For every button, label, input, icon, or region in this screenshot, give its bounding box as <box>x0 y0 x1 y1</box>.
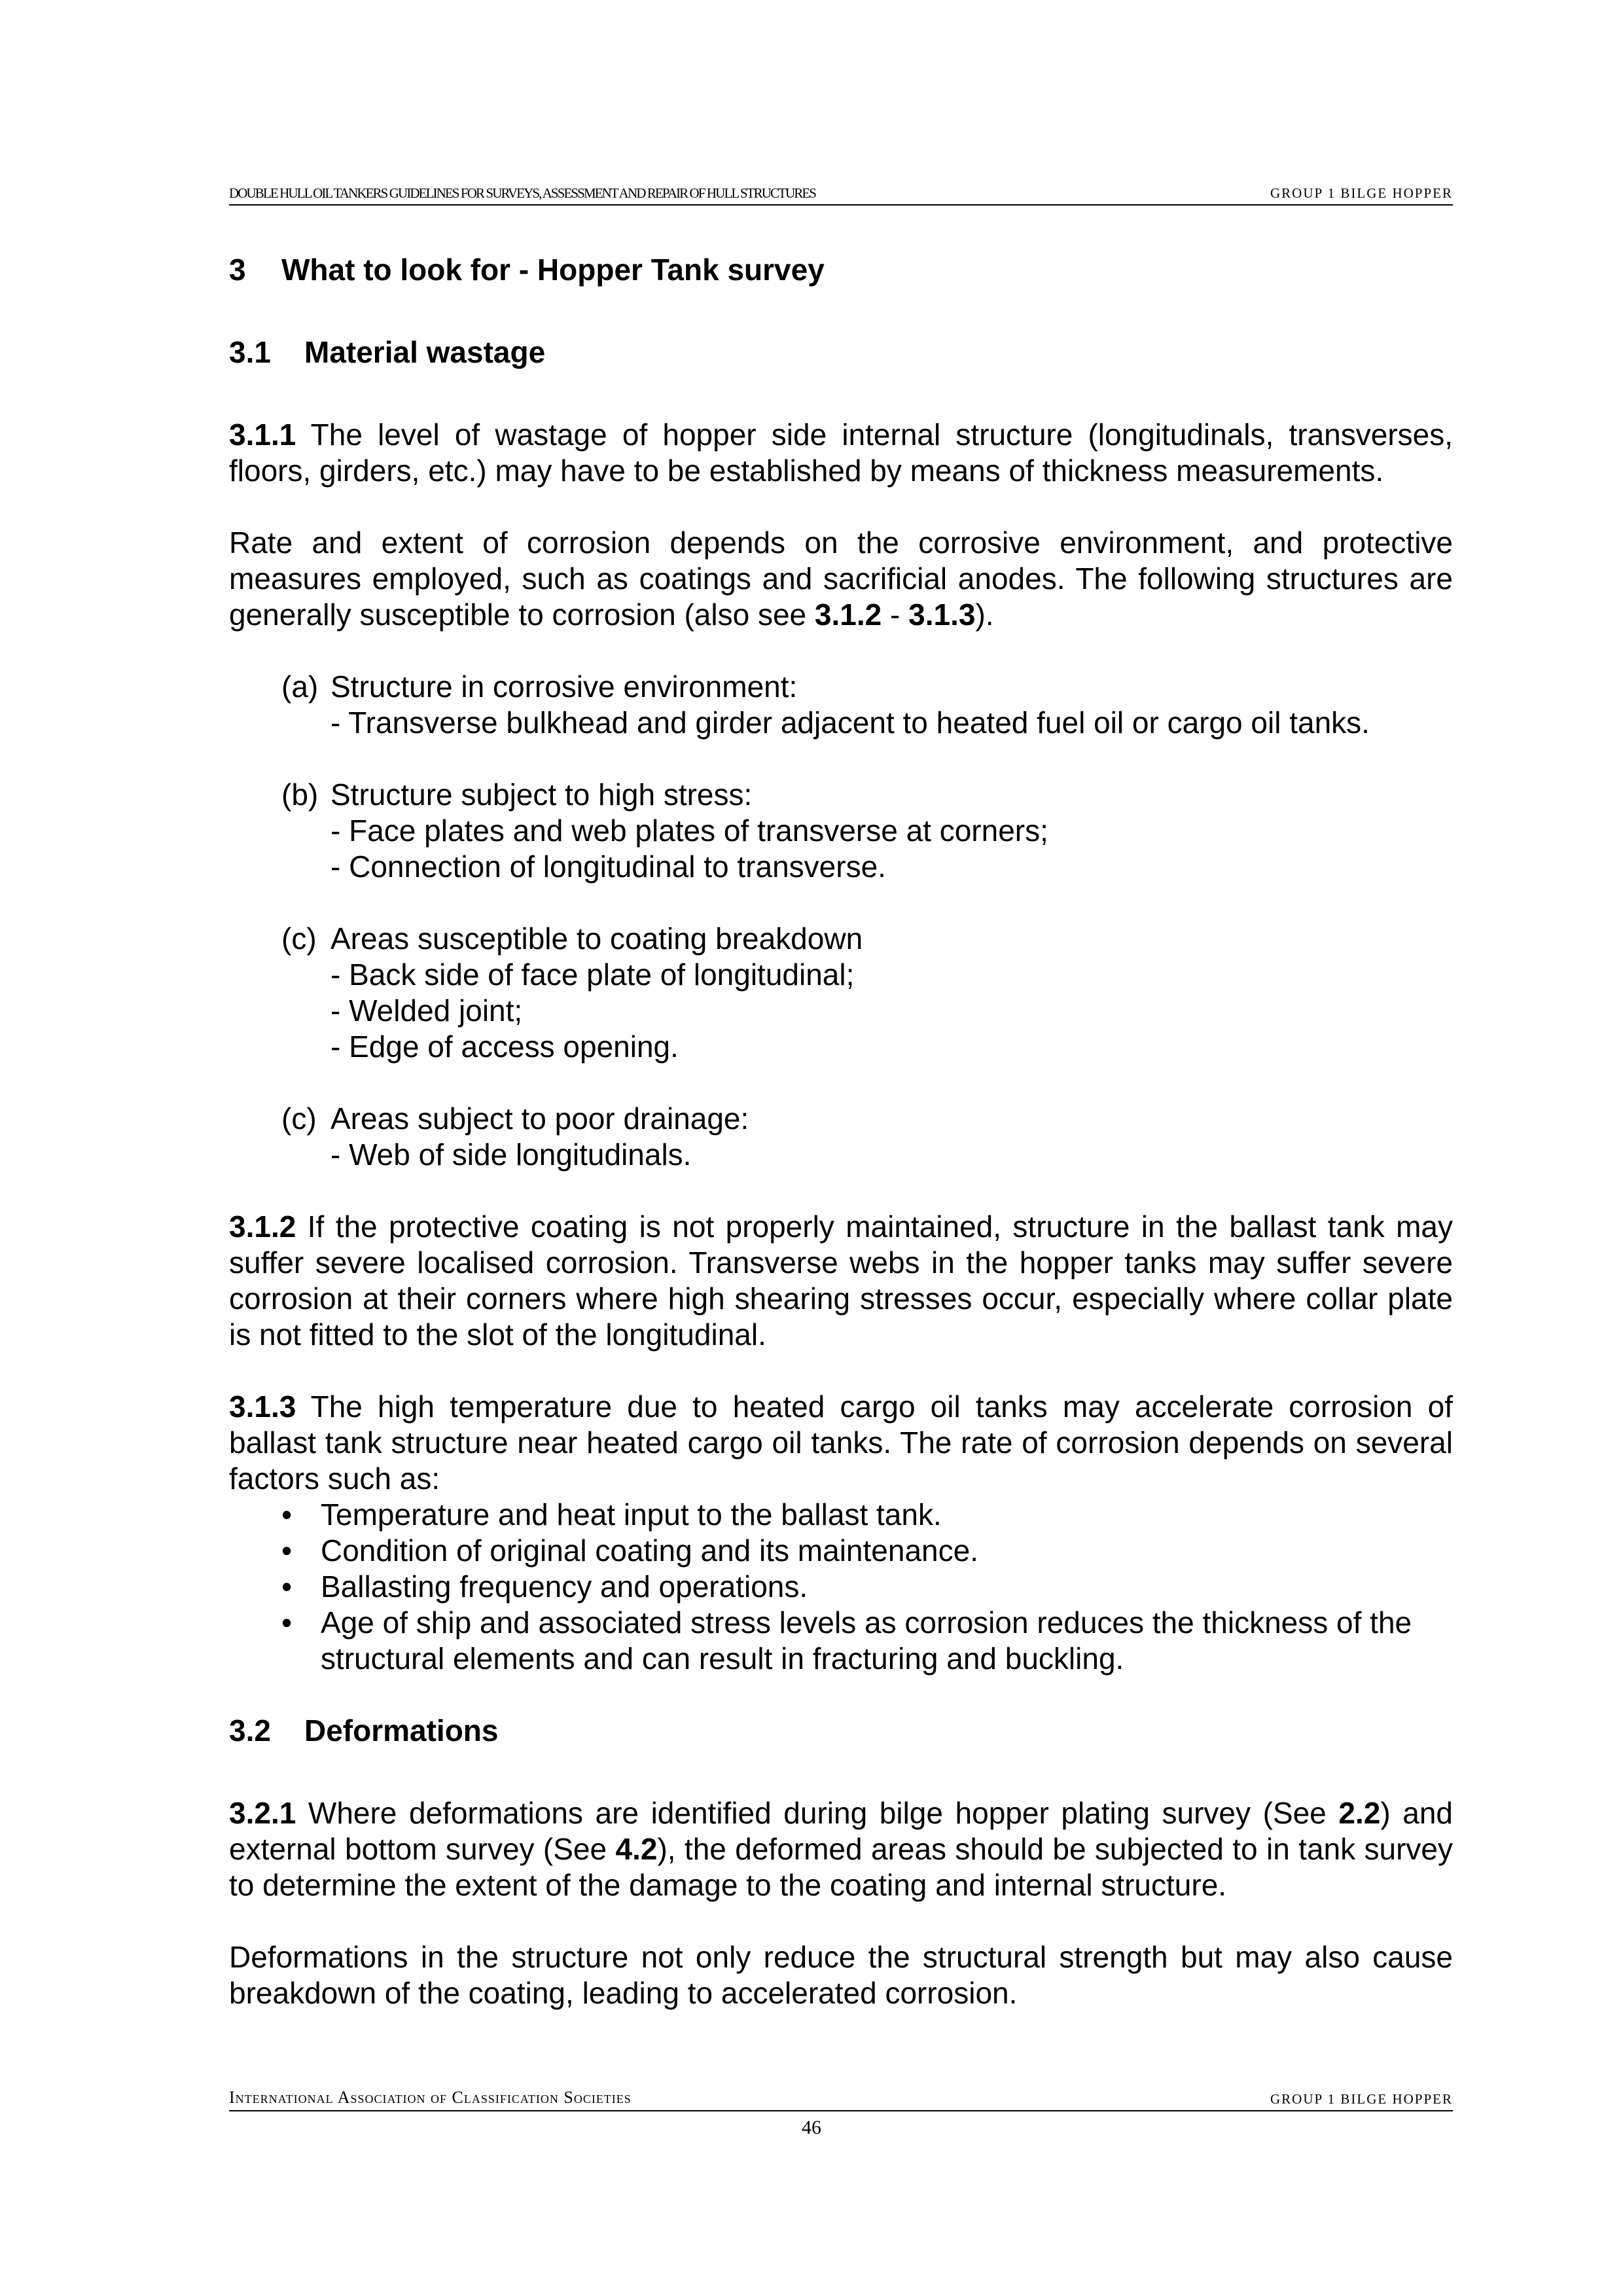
list-heading <box>281 669 1453 705</box>
list-item: - Welded joint; <box>330 994 523 1028</box>
paragraph-text: If the protective coating is not properly maintained, structure in the ballast tank may suffer severe localised corrosion. Transverse webs in the hopper tanks may suffer severe corrosion at their corners where high shearing stresses occur, especially where collar plate is not fitted to the slot of the longitudinal. <box>229 1210 1453 1352</box>
subsection-heading-3-1 <box>229 334 1453 370</box>
cross-reference: 3.1.2 <box>814 598 882 632</box>
list-heading <box>281 777 1453 813</box>
list-label: (b) <box>281 778 319 812</box>
paragraph-text: Where deformations are identified during bilge hopper plating survey (See <box>296 1796 1339 1830</box>
list-item: - Back side of face plate of longitudinal; <box>330 958 855 992</box>
list-item: - Web of side longitudinals. <box>330 1138 692 1172</box>
subsection-title: Material wastage <box>304 335 546 369</box>
paragraph-number: 3.1.3 <box>229 1390 296 1424</box>
list-label: (c) <box>281 1102 317 1136</box>
paragraph-number: 3.1.2 <box>229 1210 296 1244</box>
list-heading-text: Structure in corrosive environment: <box>330 670 798 704</box>
bullet-item <box>229 1497 1453 1533</box>
bullet-text: Temperature and heat input to the ballast tank. <box>321 1498 942 1532</box>
page-header <box>229 187 1453 206</box>
paragraph-text: ), the deformed areas should be subjected to in tank survey to determine the extent of the damage to the coating and internal structure. <box>229 1832 1453 1902</box>
subsection-heading-3-2 <box>229 1713 1453 1749</box>
paragraph-corrosion-rate <box>229 525 1453 633</box>
section-number: 3 <box>229 253 246 287</box>
subsection-number: 3.1 <box>229 335 271 369</box>
paragraph-text: The level of wastage of hopper side internal structure (longitudinals, transverses, floors, girders, etc.) may have to be established by means of thickness measurements. <box>229 418 1453 488</box>
bullet-text: Ballasting frequency and operations. <box>321 1570 808 1604</box>
list-item: - Edge of access opening. <box>330 1030 679 1064</box>
page-footer <box>229 2090 1453 2111</box>
paragraph-number: 3.2.1 <box>229 1796 296 1830</box>
bullet-icon: • <box>281 1570 293 1604</box>
paragraph-3-1-1 <box>229 417 1453 489</box>
bullet-icon: • <box>281 1605 293 1640</box>
list-heading <box>281 921 1453 957</box>
list-item: - Face plates and web plates of transverse at corners; <box>330 814 1048 848</box>
list-label: (a) <box>281 670 319 704</box>
page-body <box>229 252 1453 2047</box>
cross-reference: 2.2 <box>1338 1796 1381 1830</box>
list-heading-text: Areas subject to poor drainage: <box>330 1102 749 1136</box>
subsection-title: Deformations <box>304 1713 499 1748</box>
paragraph-deformations: Deformations in the structure not only reduce the structural strength but may also cause breakdown of the coating, leading to accelerated corrosion. <box>229 1940 1453 2010</box>
section-heading <box>229 252 1453 288</box>
bullet-icon: • <box>281 1498 293 1532</box>
footer-organisation: International Association of Classification Societies <box>229 2088 632 2107</box>
list-corrosive-environment <box>229 669 1453 741</box>
list-heading <box>281 1101 1453 1137</box>
page-number: 46 <box>802 2117 821 2138</box>
paragraph-text: The high temperature due to heated cargo oil tanks may accelerate corrosion of ballast tank structure near heated cargo oil tanks. The rate of corrosion depends on several factors such as: <box>229 1390 1453 1496</box>
list-heading-text: Areas susceptible to coating breakdown <box>330 922 863 956</box>
list-coating-breakdown <box>229 921 1453 1065</box>
bullet-list-corrosion-factors <box>229 1497 1453 1677</box>
bullet-item <box>229 1605 1453 1677</box>
list-label: (c) <box>281 922 317 956</box>
bullet-text: Condition of original coating and its maintenance. <box>321 1534 978 1568</box>
bullet-item <box>229 1569 1453 1605</box>
paragraph-text: - <box>882 598 909 632</box>
bullet-text: Age of ship and associated stress levels as corrosion reduces the thickness of the structural elements and can result in fracturing and buckling. <box>321 1605 1412 1676</box>
paragraph-3-1-2 <box>229 1209 1453 1353</box>
paragraph-3-2-1 <box>229 1795 1453 1903</box>
list-high-stress <box>229 777 1453 885</box>
footer-group-label: GROUP 1 BILGE HOPPER <box>1270 2091 1453 2107</box>
subsection-number: 3.2 <box>229 1713 271 1748</box>
bullet-icon: • <box>281 1534 293 1568</box>
cross-reference: 4.2 <box>615 1832 658 1866</box>
paragraph-3-1-3 <box>229 1389 1453 1497</box>
list-heading-text: Structure subject to high stress: <box>330 778 753 812</box>
list-item: - Transverse bulkhead and girder adjacent to heated fuel oil or cargo oil tanks. <box>330 706 1370 740</box>
paragraph-text: ). <box>975 598 994 632</box>
list-item: - Connection of longitudinal to transverse. <box>330 850 886 884</box>
section-title: What to look for - Hopper Tank survey <box>281 253 825 287</box>
paragraph-number: 3.1.1 <box>229 418 296 452</box>
header-group-label: GROUP 1 BILGE HOPPER <box>1270 185 1453 201</box>
header-document-title: DOUBLE HULL OIL TANKERS GUIDELINES FOR SURVEYS, ASSESSMENT AND REPAIR OF HULL STRUCTURES <box>229 185 816 201</box>
bullet-item <box>229 1533 1453 1569</box>
cross-reference: 3.1.3 <box>908 598 976 632</box>
paragraph-text: ) and external bottom survey (See <box>229 1796 1453 1866</box>
paragraph-text: Rate and extent of corrosion depends on the corrosive environment, and protective measures employed, such as coatings and sacrificial anodes. The following structures are generally susceptible to corrosion (also see <box>229 526 1453 632</box>
list-poor-drainage <box>229 1101 1453 1173</box>
